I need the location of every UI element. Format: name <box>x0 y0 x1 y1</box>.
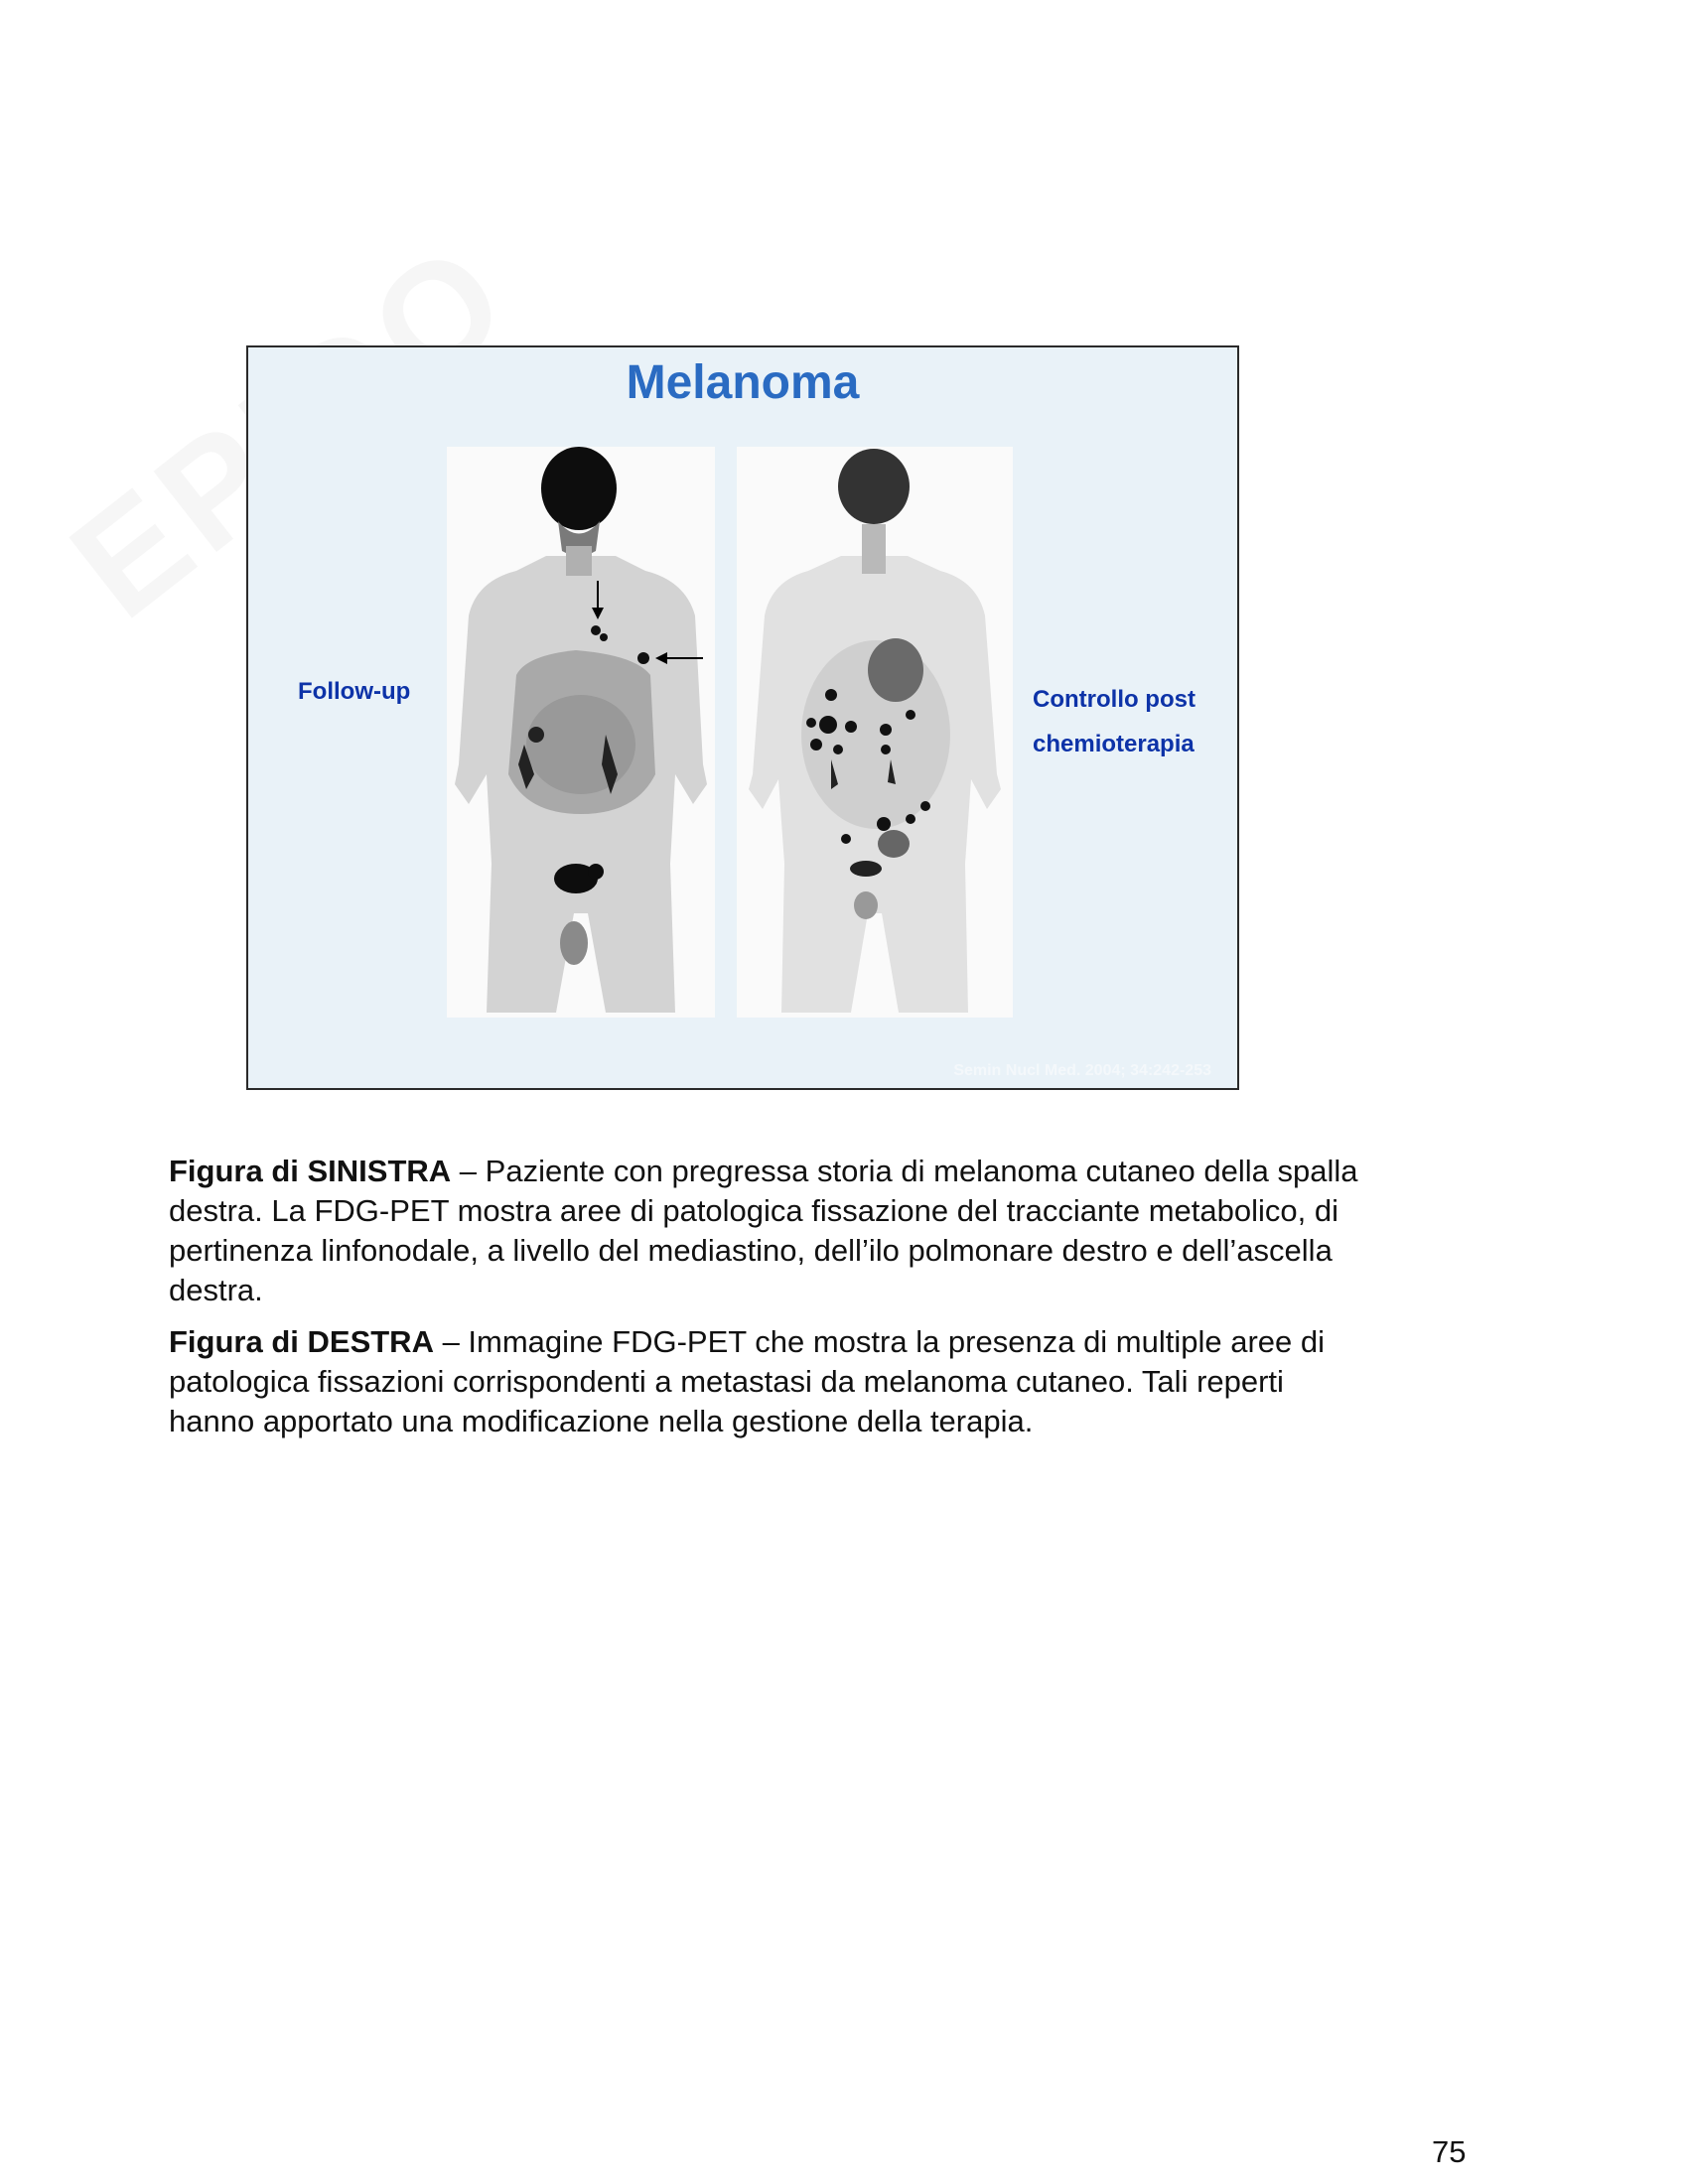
citation: Semin Nucl Med. 2004; 34:242-253 <box>953 1062 1211 1079</box>
caption-left-heading: Figura di SINISTRA <box>169 1154 452 1188</box>
caption-right-heading: Figura di DESTRA <box>169 1324 434 1359</box>
pet-image-follow-up <box>447 447 715 1018</box>
caption-left-figure <box>169 1152 1370 1310</box>
caption-right-text: – Immagine FDG-PET che mostra la presenza di multiple aree di patologica fissazioni corrispondenti a metastasi da melanoma cutaneo. Tali reperti hanno apportato una modificazione nella gestione della terapia. <box>169 1324 1326 1438</box>
caption-right-figure <box>169 1322 1370 1441</box>
label-post-chemo <box>1033 677 1231 766</box>
pet-scan-left <box>447 447 715 1018</box>
figure-caption <box>169 1152 1370 1453</box>
pet-image-post-chemo <box>737 447 1013 1018</box>
label-follow-up: Follow-up <box>298 678 411 705</box>
label-post-chemo-line1: Controllo post <box>1033 686 1196 713</box>
label-post-chemo-line2: chemioterapia <box>1033 731 1195 757</box>
slide-title: Melanoma <box>626 356 860 409</box>
caption-left-text: – Paziente con pregressa storia di melanoma cutaneo della spalla destra. La FDG-PET mostra aree di patologica fissazione del tracciante metabolico, di pertinenza linfonodale, a livello del mediastino, dell’ilo polmonare destro e dell’ascella destra. <box>169 1154 1358 1307</box>
pet-scan-right <box>737 447 1013 1018</box>
page-number: 75 <box>1432 2134 1467 2169</box>
figure-slide <box>246 345 1239 1090</box>
